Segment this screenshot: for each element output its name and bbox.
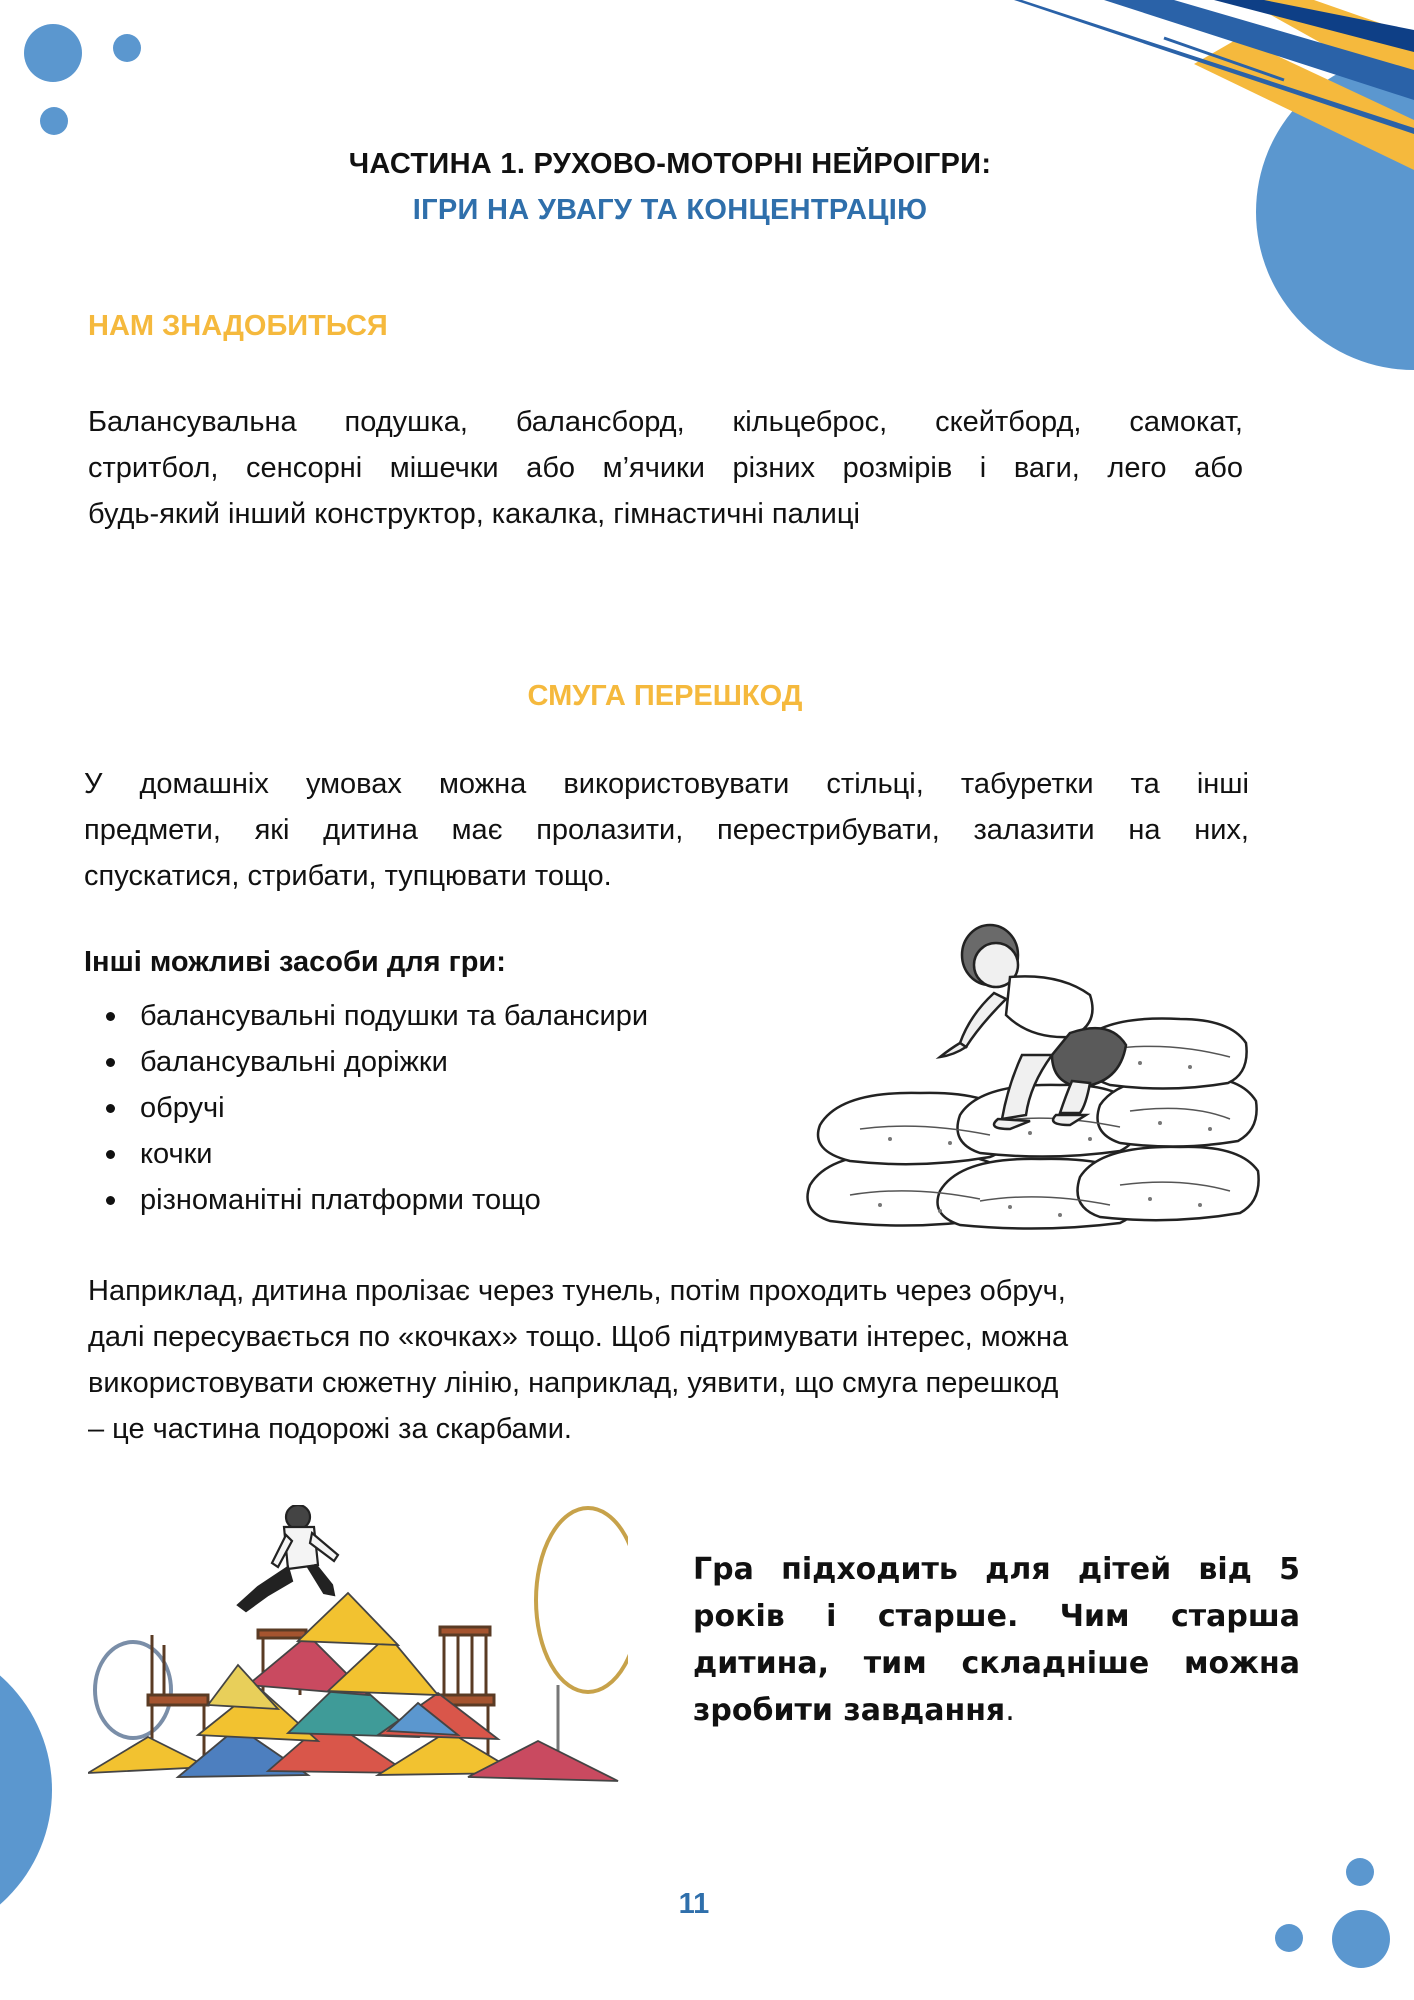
age-note-bold: Гра підходить для дітей від 5 років і старше. Чим старша дитина, тим складніше можна зробити завдання [693,1552,1300,1728]
age-note-end: . [1005,1693,1015,1728]
page-subtitle: ІГРИ НА УВАГУ ТА КОНЦЕНТРАЦІЮ [412,194,928,226]
needed-text-line: Балансувальна подушка, балансборд, кільцеброс, скейтборд, самокат, [88,406,1243,438]
age-note [693,1546,1300,1734]
tools-list [96,993,648,1223]
page-title: ЧАСТИНА 1. РУХОВО-МОТОРНІ НЕЙРОІГРИ: [348,148,992,180]
obstacle-course-illustration [88,1505,628,1785]
needed-text-line: стритбол, сенсорні мішечки або м’ячики різних розмірів і ваги, лего або [88,452,1243,484]
decor-dot-small [1275,1924,1303,1952]
section-heading: СМУГА ПЕРЕШКОД [527,680,803,712]
example-text-line: далі пересувається по «кочках» тощо. Щоб підтримувати інтерес, можна [88,1321,1069,1353]
decor-dot-small [1346,1858,1374,1886]
example-text-line: використовувати сюжетну лінію, наприклад, уявити, що смуга перешкод [88,1367,1059,1399]
boy-on-pillows-illustration [790,915,1270,1235]
needed-text-line: будь-який інший конструктор, какалка, гімнастичні палиці [88,498,860,530]
intro-text-line: предмети, які дитина має пролазити, перестрибувати, залазити на них, [84,814,1249,846]
list-item: кочки [96,1131,648,1177]
decor-dot-large [24,24,82,82]
list-item: різноманітні платформи тощо [96,1177,648,1223]
tools-heading: Інші можливі засоби для гри: [84,946,506,978]
list-item: балансувальні подушки та балансири [96,993,648,1039]
intro-text-line: спускатися, стрибати, тупцювати тощо. [84,860,612,892]
decor-dot-small [40,107,68,135]
example-text-line: – це частина подорожі за скарбами. [88,1413,572,1445]
list-item: обручі [96,1085,648,1131]
decor-corner-top-right [1014,0,1414,380]
list-item: балансувальні доріжки [96,1039,648,1085]
intro-text-line: У домашніх умовах можна використовувати стільці, табуретки та інші [84,768,1249,800]
page-number: 11 [678,1888,710,1920]
needed-heading: НАМ ЗНАДОБИТЬСЯ [88,310,388,342]
example-text-line: Наприклад, дитина пролізає через тунель, потім проходить через обруч, [88,1275,1066,1307]
decor-dot-small [113,34,141,62]
